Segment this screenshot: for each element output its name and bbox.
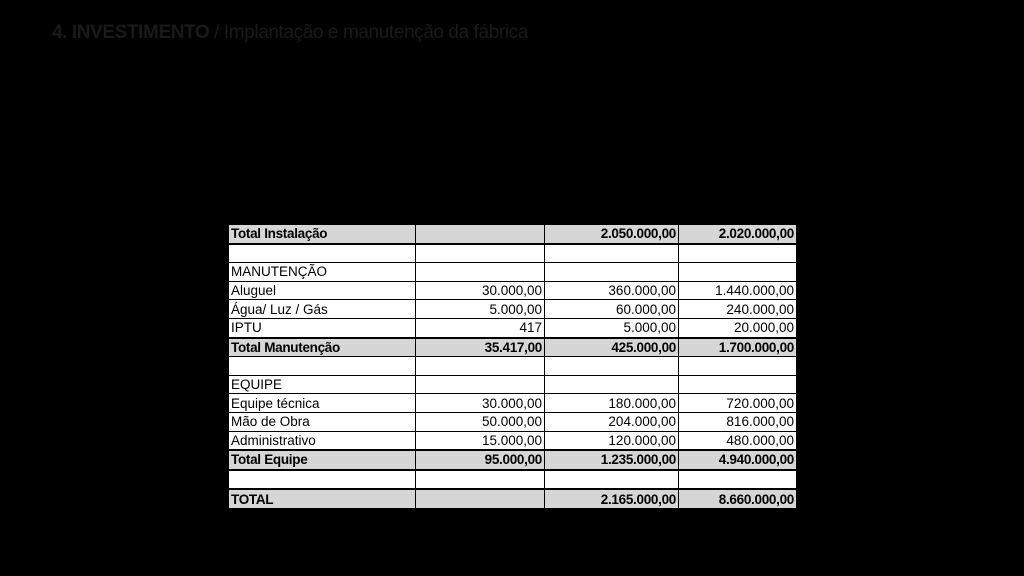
table-row-administrativo <box>229 431 797 450</box>
row-label <box>229 470 416 490</box>
row-label: Aluguel <box>229 281 416 300</box>
table-row-grand-total <box>229 489 797 508</box>
cell-col4 <box>679 375 797 394</box>
table-row-section-equipe <box>229 375 797 394</box>
cell-col3: 180.000,00 <box>545 394 679 413</box>
table-row-blank <box>229 244 797 263</box>
cell-col4 <box>679 357 797 376</box>
cell-col4: 4.940.000,00 <box>679 450 797 470</box>
cell-col4 <box>679 263 797 282</box>
cell-col3: 5.000,00 <box>545 318 679 337</box>
cell-col3: 1.235.000,00 <box>545 450 679 470</box>
cell-col4: 480.000,00 <box>679 431 797 450</box>
table-row-total-equipe <box>229 450 797 470</box>
cell-col2: 30.000,00 <box>416 281 545 300</box>
table-row-iptu <box>229 318 797 337</box>
row-label: Água/ Luz / Gás <box>229 300 416 319</box>
table-row-blank <box>229 470 797 490</box>
section-label: MANUTENÇÃO <box>229 263 416 282</box>
row-label: TOTAL <box>229 489 416 508</box>
cell-col2: 5.000,00 <box>416 300 545 319</box>
table-row-equipe-tecnica <box>229 394 797 413</box>
cell-col2: 50.000,00 <box>416 412 545 431</box>
table-row-section-manutencao <box>229 263 797 282</box>
section-label: EQUIPE <box>229 375 416 394</box>
cell-col4: 20.000,00 <box>679 318 797 337</box>
cell-col2 <box>416 357 545 376</box>
slide-title <box>52 22 528 44</box>
cell-col2 <box>416 244 545 263</box>
table-row-agua-luz-gas <box>229 300 797 319</box>
cell-col4: 8.660.000,00 <box>679 489 797 508</box>
slide-title-main: 4. INVESTIMENTO <box>52 22 210 43</box>
row-label: Mão de Obra <box>229 412 416 431</box>
row-label: Equipe técnica <box>229 394 416 413</box>
row-label: Total Instalação <box>229 225 416 244</box>
cell-col4: 2.020.000,00 <box>679 225 797 244</box>
cell-col2 <box>416 263 545 282</box>
cell-col2: 95.000,00 <box>416 450 545 470</box>
cell-col3 <box>545 375 679 394</box>
cell-col3 <box>545 357 679 376</box>
cell-col3: 204.000,00 <box>545 412 679 431</box>
cell-col4: 1.440.000,00 <box>679 281 797 300</box>
row-label <box>229 357 416 376</box>
cell-col3: 425.000,00 <box>545 338 679 357</box>
cell-col2 <box>416 375 545 394</box>
cell-col4 <box>679 244 797 263</box>
cell-col3 <box>545 244 679 263</box>
row-label: Administrativo <box>229 431 416 450</box>
table-row-aluguel <box>229 281 797 300</box>
cell-col2: 417 <box>416 318 545 337</box>
cell-col4 <box>679 470 797 490</box>
cell-col4: 816.000,00 <box>679 412 797 431</box>
cell-col2: 35.417,00 <box>416 338 545 357</box>
cell-col2: 30.000,00 <box>416 394 545 413</box>
cell-col2 <box>416 225 545 244</box>
row-label: Total Manutenção <box>229 338 416 357</box>
row-label <box>229 244 416 263</box>
cell-col2 <box>416 470 545 490</box>
table-row-total-instalacao <box>229 225 797 244</box>
slide-title-subtitle: / Implantação e manutenção da fábrica <box>209 22 528 43</box>
table-row-mao-de-obra <box>229 412 797 431</box>
cell-col4: 240.000,00 <box>679 300 797 319</box>
investment-table <box>228 224 797 509</box>
row-label: IPTU <box>229 318 416 337</box>
table-row-total-manutencao <box>229 338 797 357</box>
cell-col2: 15.000,00 <box>416 431 545 450</box>
cell-col3: 360.000,00 <box>545 281 679 300</box>
cell-col3: 60.000,00 <box>545 300 679 319</box>
cell-col2 <box>416 489 545 508</box>
row-label: Total Equipe <box>229 450 416 470</box>
cell-col3: 2.050.000,00 <box>545 225 679 244</box>
cell-col3: 2.165.000,00 <box>545 489 679 508</box>
cell-col3 <box>545 470 679 490</box>
cell-col3 <box>545 263 679 282</box>
cell-col4: 1.700.000,00 <box>679 338 797 357</box>
table-row-blank <box>229 357 797 376</box>
cell-col4: 720.000,00 <box>679 394 797 413</box>
cell-col3: 120.000,00 <box>545 431 679 450</box>
